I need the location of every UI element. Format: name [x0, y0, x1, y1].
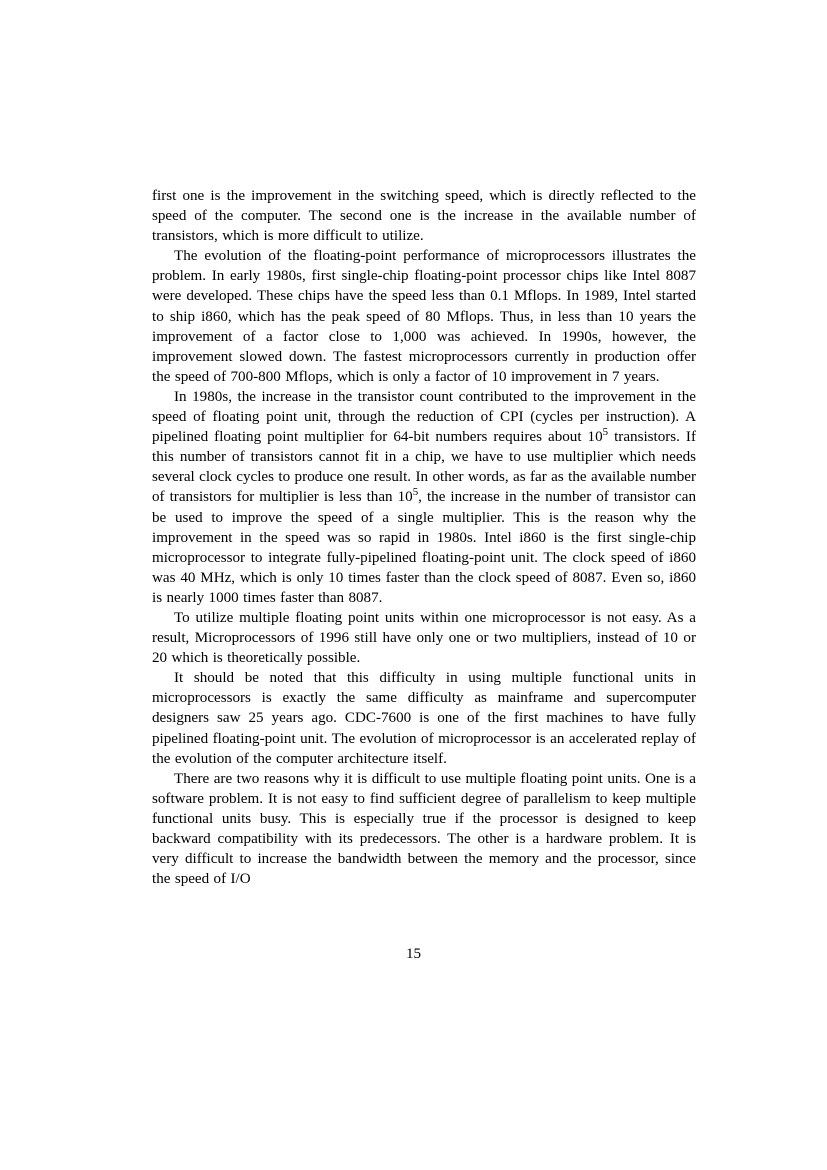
page-number: 15: [405, 946, 422, 962]
paragraph-4: To utilize multiple floating point units within one microprocessor is not easy. As a result, Microprocessors of 1996 still have only one or two multipliers, instead of 10 or 20 which is theoretically possible.: [152, 609, 696, 667]
superscript-exponent-1: 5: [602, 426, 609, 439]
paragraph-3-part-2: transistors. If this number of transistors cannot fit in a chip, we have to use multiplier which needs several clock cycles to produce one result. In other words, as far as the available number of transistors for multiplier is less than 10: [152, 429, 696, 506]
paragraph-3-part-3: , the increase in the number of transistor can be used to improve the speed of a single multiplier. This is the reason why the improvement in the speed was so rapid in 1980s. Intel i860 is the first single-chip microprocessor to integrate fully-pipelined floating-point unit. The clock speed of i860 was 40 MHz, which is only 10 times faster than the clock speed of 8087. Even so, i860 is nearly 1000 times faster than 8087.: [152, 489, 696, 606]
paragraph-3: [152, 387, 696, 608]
paragraph-5: It should be noted that this difficulty in using multiple functional units in microprocessors is exactly the same difficulty as mainframe and supercomputer designers saw 25 years ago. CDC-7600 is one of the first machines to have fully pipelined floating-point unit. The evolution of microprocessor is an accelerated replay of the evolution of the computer architecture itself.: [152, 670, 696, 767]
paragraph-3-part-1: In 1980s, the increase in the transistor count contributed to the improvement in the speed of floating point unit, through the reduction of CPI (cycles per instruction). A pipelined floating point multiplier for 64-bit numbers requires about 10: [152, 388, 696, 446]
paragraph-6: There are two reasons why it is difficult to use multiple floating point units. One is a software problem. It is not easy to find sufficient degree of parallelism to keep multiple functional units busy. This is especially true if the processor is designed to keep backward compatibility with its predecessors. The other is a hardware problem. It is very difficult to increase the bandwidth between the memory and the processor, since the speed of I/O: [152, 770, 696, 888]
body-text-column: [152, 186, 696, 889]
paragraph-2: The evolution of the floating-point performance of microprocessors illustrates the problem. In early 1980s, first single-chip floating-point processor chips like Intel 8087 were developed. These chips have the speed less than 0.1 Mflops. In 1989, Intel started to ship i860, which has the peak speed of 80 Mflops. Thus, in less than 10 years the improvement of a factor close to 1,000 was achieved. In 1990s, however, the improvement slowed down. The fastest microprocessors currently in production offer the speed of 700-800 Mflops, which is only a factor of 10 improvement in 7 years.: [152, 248, 696, 385]
superscript-exponent-2: 5: [412, 486, 419, 499]
paragraph-1: first one is the improvement in the switching speed, which is directly reflected to the speed of the computer. The second one is the increase in the available number of transistors, which is more difficult to utilize.: [152, 188, 696, 245]
